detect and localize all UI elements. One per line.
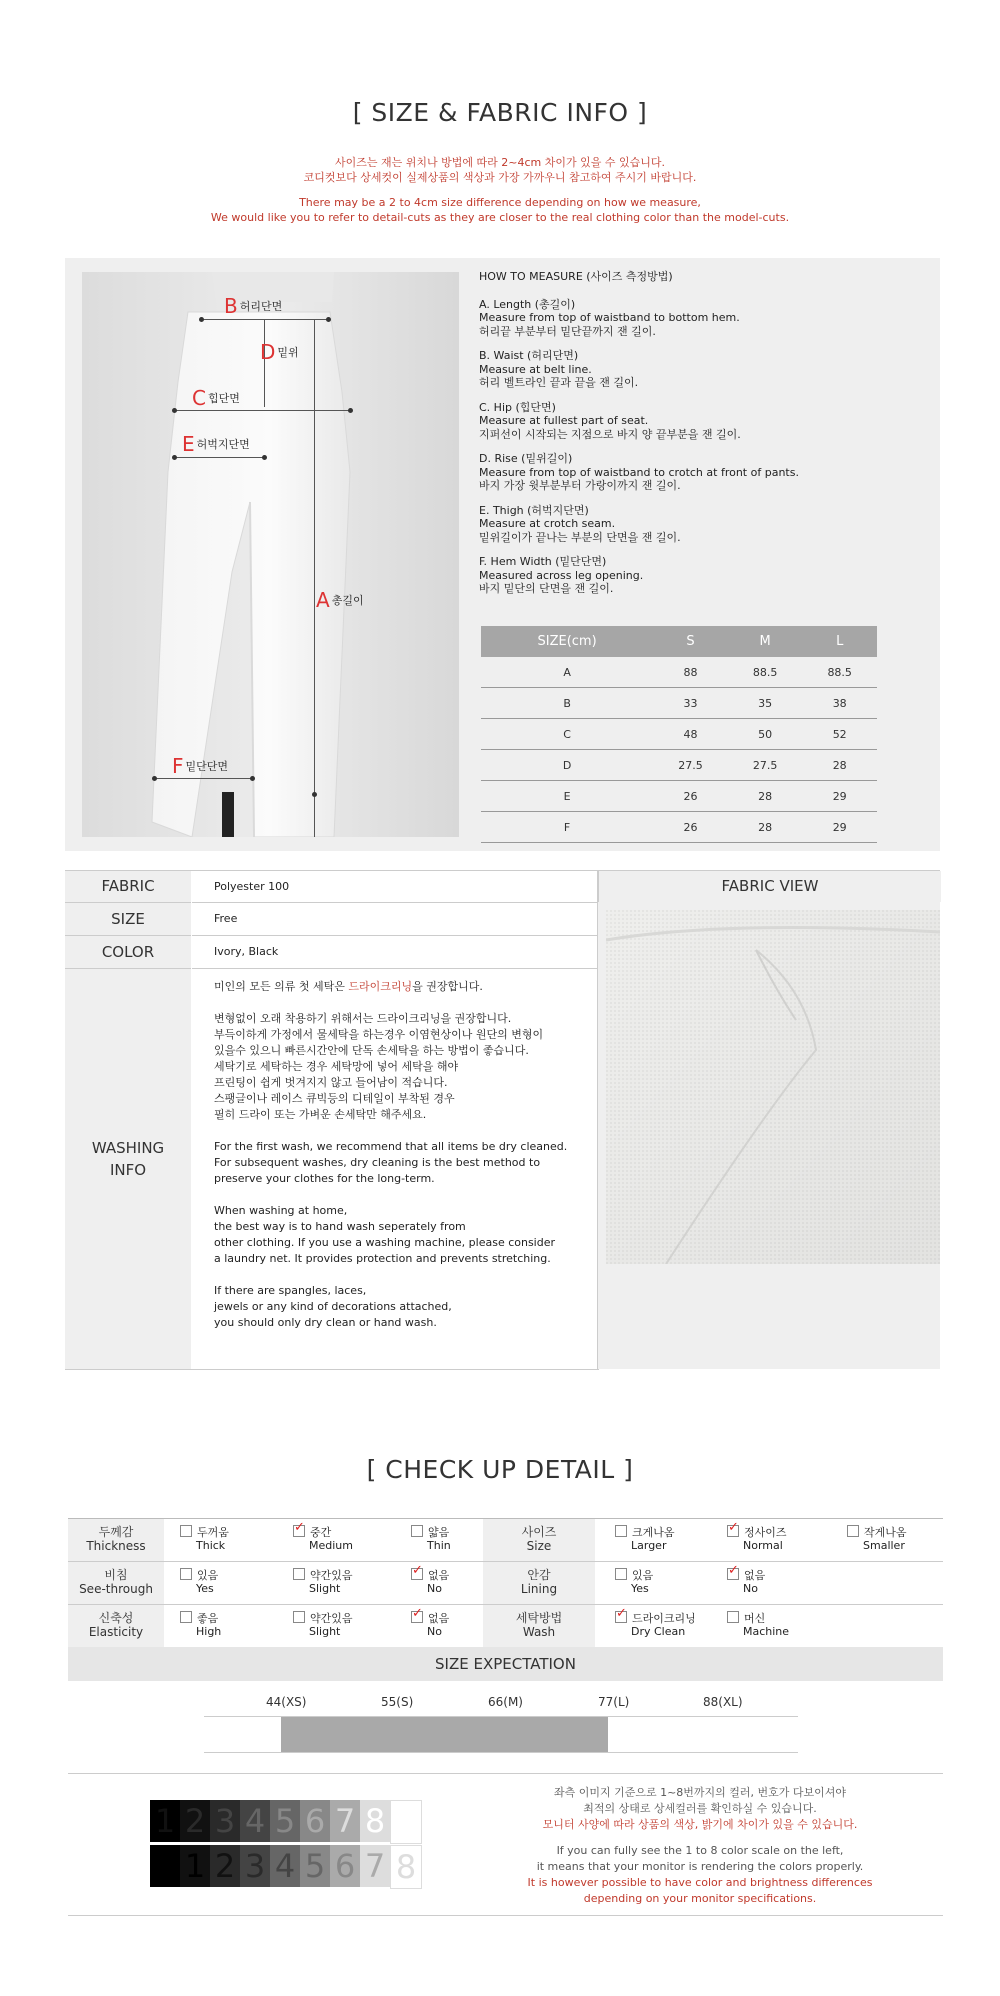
size-table-header	[481, 626, 877, 657]
monitor-en-1: If you can fully see the 1 to 8 color scale on the left,	[556, 1844, 844, 1857]
monitor-ko-2: 최적의 상태로 상세컬러를 확인하실 수 있습니다.	[583, 1802, 817, 1815]
color-swatch: 1	[150, 1800, 180, 1842]
option-see-yes[interactable]: 있음 Yes	[180, 1568, 218, 1595]
size-note-ko-1: 사이즈는 재는 위치나 방법에 따라 2~4cm 차이가 있을 수 있습니다.	[335, 156, 665, 169]
table-row: F 26 28 29	[481, 812, 877, 843]
washing-info	[192, 969, 598, 1369]
howto-item: C. Hip (힙단면) Measure at fullest part of seat. 지퍼선이 시작되는 지점으로 바지 양 끝부분을 잰 길이.	[479, 400, 741, 441]
size-note-ko	[0, 155, 1000, 185]
label-rise	[260, 340, 299, 364]
color-swatch	[150, 1845, 180, 1887]
color-swatch: 2	[180, 1800, 210, 1842]
checkbox[interactable]	[411, 1525, 423, 1537]
size-tick: 55(S)	[381, 1695, 414, 1709]
size-fit-label: 사이즈 Size	[483, 1519, 595, 1561]
color-scale-swatches	[150, 1800, 425, 1890]
color-swatch: 5	[300, 1845, 330, 1887]
section-title-checkup: [ CHECK UP DETAIL ]	[366, 1455, 634, 1484]
washing-label	[65, 969, 191, 1370]
howto-item: E. Thigh (허벅지단면) Measure at crotch seam. 밑위길이가 끝나는 부분의 단면을 잰 길이.	[479, 503, 681, 544]
washing-label-2: INFO	[109, 1161, 147, 1179]
option-dry-clean[interactable]: ✓드라이크리닝 Dry Clean	[615, 1611, 696, 1638]
thigh-line	[174, 457, 264, 458]
section-title-size-fabric: [ SIZE & FABRIC INFO ]	[352, 98, 648, 127]
hip-line	[174, 410, 352, 411]
washing-label-1: WASHING	[91, 1139, 165, 1157]
monitor-en-red-1: It is however possible to have color and brightness differences	[527, 1876, 873, 1889]
option-machine[interactable]: 머신 Machine	[727, 1611, 789, 1638]
option-smaller[interactable]: 작게나옴 Smaller	[847, 1525, 907, 1552]
hem-dot-right	[250, 776, 255, 781]
checkbox[interactable]	[293, 1611, 305, 1623]
option-elastic-slight[interactable]: 약간있음 Slight	[293, 1611, 353, 1638]
howto-item: B. Waist (허리단면) Measure at belt line. 허리 벨트라인 끝과 끝을 잰 길이.	[479, 349, 639, 389]
wash-en-block-2: When washing at home, the best way is to hand wash seperately from other clothing. If you use a washing machine, please consider a laundry net. It provides protection and prevents stretching.	[214, 1204, 556, 1265]
option-elastic-high[interactable]: 좋음 High	[180, 1611, 221, 1638]
elasticity-label: 신축성 Elasticity	[68, 1605, 164, 1647]
color-swatch: 7	[330, 1800, 360, 1842]
size-label: SIZE	[65, 903, 191, 936]
hem-line	[154, 778, 254, 779]
length-dot-bottom	[312, 792, 317, 797]
howto-item: F. Hem Width (밑단단면) Measured across leg opening. 바지 밑단의 단면을 잰 길이.	[479, 555, 644, 595]
size-expectation-scale	[228, 1695, 798, 1709]
label-thigh-letter: E	[182, 432, 195, 456]
fabric-value: Polyester 100	[192, 871, 598, 903]
monitor-note	[500, 1785, 900, 1907]
size-note-en	[0, 195, 1000, 225]
color-swatch: 3	[240, 1845, 270, 1887]
checkbox-checked[interactable]	[411, 1568, 423, 1580]
fabric-view-header: FABRIC VIEW	[598, 871, 941, 902]
fabric-label: FABRIC	[65, 871, 191, 903]
table-row: A 88 88.5 88.5	[481, 657, 877, 688]
wash-ko-block: 변형없이 오래 착용하기 위해서는 드라이크리닝을 권장합니다. 부득이하게 가정에서 물세탁을 하는경우 이염현상이나 원단의 변형이 있을수 있으니 빠른시간안에 단독 손세탁을 하는 방법이 좋습니다. 세탁기로 세탁하는 경우 세탁망에 넣어 세탁을 해야 프린팅이 쉽게 벗겨지지 않고 들어남이 적습니다. 스팽글이나 레이스 큐빅등의 디테일이 부착된 경우 필히 드라이 또는 가벼운 손세탁만 해주세요.	[214, 1012, 544, 1121]
size-tick: 66(M)	[488, 1695, 523, 1709]
color-swatch: 7	[360, 1845, 390, 1887]
checkbox-checked[interactable]	[727, 1525, 739, 1537]
size-table-head: L	[802, 626, 877, 657]
option-thick[interactable]: 두꺼움 Thick	[180, 1525, 229, 1552]
checkbox[interactable]	[293, 1568, 305, 1580]
thickness-label: 두께감 Thickness	[68, 1519, 164, 1561]
checkbox-checked[interactable]	[293, 1525, 305, 1537]
label-hem-letter: F	[172, 754, 184, 778]
lining-label: 안감 Lining	[483, 1562, 595, 1604]
hem-dot-left	[152, 776, 157, 781]
thigh-dot-right	[262, 455, 267, 460]
option-normal[interactable]: ✓정사이즈 Normal	[727, 1525, 787, 1552]
size-tick: 88(XL)	[703, 1695, 743, 1709]
color-swatch	[390, 1800, 422, 1844]
wash-en-block-3: If there are spangles, laces, jewels or any kind of decorations attached, you should only dry clean or hand wash.	[214, 1284, 452, 1329]
color-swatch: 6	[330, 1845, 360, 1887]
see-through-label: 비침 See-through	[68, 1562, 164, 1604]
label-hip-letter: C	[192, 386, 206, 410]
checkbox[interactable]	[615, 1568, 627, 1580]
checkbox[interactable]	[615, 1525, 627, 1537]
color-swatch: 8	[390, 1845, 422, 1889]
monitor-ko-red: 모니터 사양에 따라 상품의 색상, 밝기에 차이가 있을 수 있습니다.	[542, 1818, 858, 1831]
size-note-en-2: We would like you to refer to detail-cuts as they are closer to the real clothing color than the model-cuts.	[210, 211, 790, 224]
size-table-head: SIZE(cm)	[481, 626, 653, 657]
label-length-letter: A	[316, 588, 330, 612]
label-waist-text: 허리단면	[239, 300, 283, 313]
option-lining-no[interactable]: ✓없음 No	[727, 1568, 765, 1595]
fabric-closeup-photo	[606, 910, 940, 1264]
hip-dot-left	[172, 408, 177, 413]
color-swatch: 5	[270, 1800, 300, 1842]
thigh-dot-left	[172, 455, 177, 460]
color-swatch: 3	[210, 1800, 240, 1842]
checkbox[interactable]	[180, 1611, 192, 1623]
table-row: C 48 50 52	[481, 719, 877, 750]
checkbox[interactable]	[180, 1568, 192, 1580]
how-to-measure	[479, 270, 919, 607]
label-waist-letter: B	[224, 294, 238, 318]
checkbox[interactable]	[847, 1525, 859, 1537]
size-note-en-1: There may be a 2 to 4cm size difference depending on how we measure,	[299, 196, 701, 209]
monitor-ko-1: 좌측 이미지 기준으로 1~8번까지의 컬러, 번호가 다보이셔야	[553, 1786, 847, 1799]
size-value: Free	[192, 903, 598, 936]
wash-en-block-1: For the first wash, we recommend that all items be dry cleaned. For subsequent washes, dry cleaning is the best method to preserve your clothes for the long-term.	[214, 1140, 568, 1185]
option-thin[interactable]: 얇음 Thin	[411, 1525, 451, 1552]
label-waist	[224, 294, 282, 318]
checkbox-checked[interactable]	[411, 1611, 423, 1623]
label-hem-text: 밑단단면	[185, 760, 229, 773]
label-rise-letter: D	[260, 340, 276, 364]
label-hip	[192, 386, 240, 410]
size-table	[481, 626, 877, 843]
size-tick: 44(XS)	[266, 1695, 307, 1709]
label-hem	[172, 754, 228, 778]
color-swatch: 6	[300, 1800, 330, 1842]
label-thigh-text: 허벅지단면	[196, 438, 250, 451]
option-lining-yes[interactable]: 있음 Yes	[615, 1568, 653, 1595]
waist-dot-right	[326, 317, 331, 322]
size-expectation-header: SIZE EXPECTATION	[68, 1647, 943, 1681]
wash-method-label: 세탁방법 Wash	[483, 1605, 595, 1647]
option-medium[interactable]: ✓중간 Medium	[293, 1525, 353, 1552]
label-hip-text: 힙단면	[207, 392, 240, 405]
color-swatch: 4	[270, 1845, 300, 1887]
hip-dot-right	[348, 408, 353, 413]
size-note-ko-2: 코디컷보다 상세컷이 실제상품의 색상과 가장 가까우니 참고하여 주시기 바랍니다.	[303, 171, 697, 184]
size-table-head: S	[653, 626, 728, 657]
size-table-head: M	[728, 626, 803, 657]
table-row: E 26 28 29	[481, 781, 877, 812]
label-thigh	[182, 432, 250, 456]
option-larger[interactable]: 크게나옴 Larger	[615, 1525, 675, 1552]
size-expectation-range	[281, 1717, 608, 1752]
checkbox-checked[interactable]	[615, 1611, 627, 1623]
pants-measure-photo	[82, 272, 459, 837]
length-line	[314, 319, 315, 837]
checkbox-checked[interactable]	[727, 1568, 739, 1580]
monitor-en-red-2: depending on your monitor specifications.	[583, 1892, 817, 1905]
size-tick: 77(L)	[598, 1695, 630, 1709]
color-swatch: 8	[360, 1800, 390, 1842]
color-swatch: 2	[210, 1845, 240, 1887]
table-row: B 33 35 38	[481, 688, 877, 719]
checkbox[interactable]	[180, 1525, 192, 1537]
wash-first: 미인의 모든 의류 첫 세탁은 드라이크리닝을 권장합니다.	[214, 980, 483, 993]
label-rise-text: 밑위	[277, 346, 299, 359]
waist-line	[201, 319, 329, 320]
wash-dry-clean-highlight: 드라이크리닝	[348, 980, 413, 993]
label-length	[316, 588, 364, 612]
option-see-slight[interactable]: 약간있음 Slight	[293, 1568, 353, 1595]
color-swatch: 4	[240, 1800, 270, 1842]
table-row: D 27.5 27.5 28	[481, 750, 877, 781]
size-expectation-track	[204, 1716, 798, 1753]
monitor-en-2: it means that your monitor is rendering the colors properly.	[536, 1860, 864, 1873]
howto-title: HOW TO MEASURE (사이즈 측정방법)	[479, 270, 673, 283]
color-value: Ivory, Black	[192, 936, 598, 969]
color-label: COLOR	[65, 936, 191, 969]
option-elastic-no[interactable]: ✓없음 No	[411, 1611, 449, 1638]
waist-dot-left	[199, 317, 204, 322]
color-swatch: 1	[180, 1845, 210, 1887]
checkbox[interactable]	[727, 1611, 739, 1623]
howto-item: D. Rise (밑위길이) Measure from top of waistband to crotch at front of pants. 바지 가장 윗부분부터 가랑이까지 잰 길이.	[479, 452, 799, 492]
label-length-text: 총길이	[331, 594, 364, 607]
howto-item: A. Length (총길이) Measure from top of waistband to bottom hem. 허리끝 부분부터 밑단끝까지 잰 길이.	[479, 297, 740, 338]
option-see-no[interactable]: ✓없음 No	[411, 1568, 449, 1595]
